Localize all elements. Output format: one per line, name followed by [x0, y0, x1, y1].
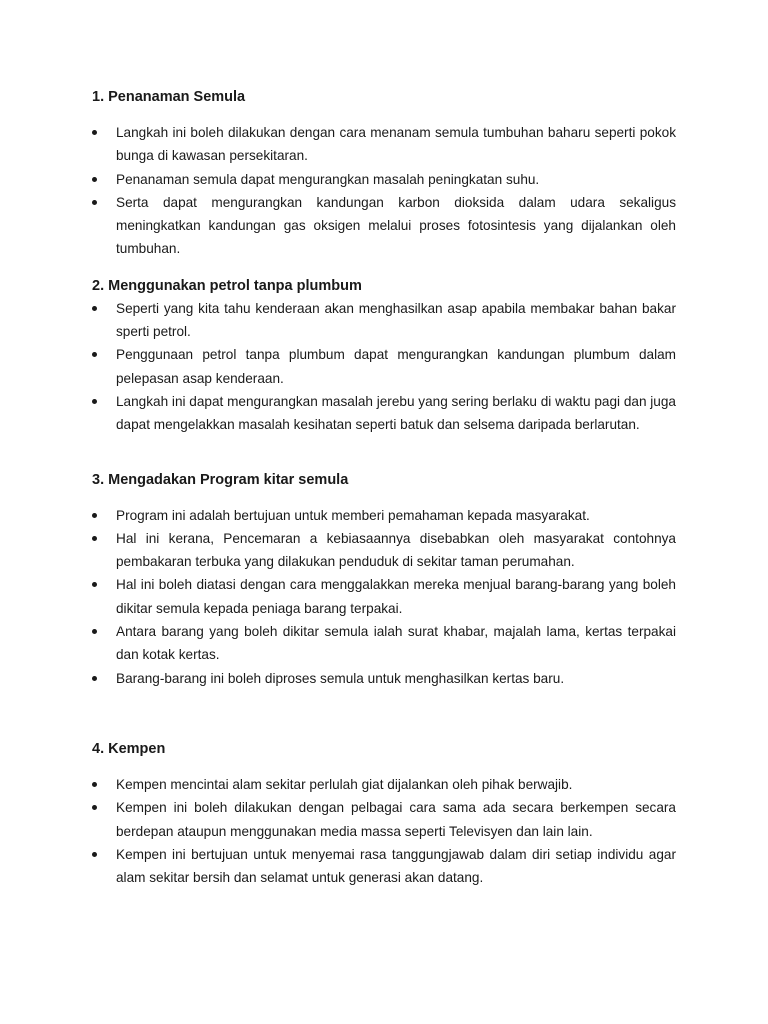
bullet-icon: [92, 177, 97, 182]
bullet-icon: [92, 805, 97, 810]
list-item: [92, 667, 676, 690]
list-item: [92, 121, 676, 168]
section-title: 1. Penanaman Semula: [92, 89, 246, 105]
list-item: [92, 390, 676, 437]
bullet-list: [92, 773, 676, 889]
list-item: [92, 527, 676, 574]
list-item: [92, 191, 676, 261]
section-program-kitar-semula: [92, 470, 676, 690]
section-kempen: [92, 739, 676, 889]
list-item: [92, 573, 676, 620]
list-item-text: Serta dapat mengurangkan kandungan karbon dioksida dalam udara sekaligus meningkatkan kandungan gas oksigen melalui proses fotosintesis yang dijalankan oleh tumbuhan.: [116, 194, 676, 257]
section-title: 3. Mengadakan Program kitar semula: [92, 471, 349, 488]
bullet-icon: [92, 352, 97, 357]
bullet-icon: [92, 399, 97, 404]
list-item-text: Langkah ini dapat mengurangkan masalah jerebu yang sering berlaku di waktu pagi dan juga dapat mengelakkan masalah kesihatan seperti batuk dan selsema daripada berlarutan.: [116, 393, 676, 433]
list-item-text: Kempen mencintai alam sekitar perlulah giat dijalankan oleh pihak berwajib.: [116, 776, 573, 792]
bullet-icon: [92, 130, 97, 135]
bullet-icon: [92, 676, 97, 681]
list-item: [92, 168, 676, 191]
list-item: [92, 343, 676, 390]
bullet-icon: [92, 852, 97, 857]
section-title: 4. Kempen: [92, 740, 166, 757]
bullet-list: [92, 297, 676, 437]
bullet-list: [92, 504, 676, 690]
list-item-text: Kempen ini boleh dilakukan dengan pelbagai cara sama ada secara berkempen secara berdepan ataupun menggunakan media massa seperti Televisyen dan lain lain.: [116, 800, 676, 839]
bullet-icon: [92, 782, 97, 787]
section-penanaman-semula: [92, 87, 676, 261]
bullet-icon: [92, 513, 97, 518]
list-item-text: Antara barang yang boleh dikitar semula ialah surat khabar, majalah lama, kertas terpakai dan kotak kertas.: [116, 624, 676, 663]
list-item-text: Hal ini kerana, Pencemaran a kebiasaannya disebabkan oleh masyarakat contohnya pembakaran terbuka yang dilakukan penduduk di sekitar taman perumahan.: [116, 530, 676, 570]
list-item: [92, 297, 676, 344]
list-item-text: Penanaman semula dapat mengurangkan masalah peningkatan suhu.: [116, 171, 540, 187]
list-item: [92, 504, 676, 527]
list-item: [92, 620, 676, 667]
list-item-text: Seperti yang kita tahu kenderaan akan menghasilkan asap apabila membakar bahan bakar sperti petrol.: [116, 300, 676, 340]
bullet-icon: [92, 629, 97, 634]
section-title: 2. Menggunakan petrol tanpa plumbum: [92, 277, 362, 294]
list-item: [92, 796, 676, 843]
document-page: [92, 78, 676, 889]
list-item: [92, 773, 676, 796]
bullet-list: [92, 121, 676, 261]
list-item-text: Program ini adalah bertujuan untuk memberi pemahaman kepada masyarakat.: [116, 507, 590, 523]
bullet-icon: [92, 306, 97, 311]
list-item-text: Kempen ini bertujuan untuk menyemai rasa tanggungjawab dalam diri setiap individu agar alam sekitar bersih dan selamat untuk generasi akan datang.: [116, 846, 676, 886]
list-item-text: Barang-barang ini boleh diproses semula untuk menghasilkan kertas baru.: [116, 670, 565, 686]
bullet-icon: [92, 200, 97, 205]
bullet-icon: [92, 582, 97, 587]
section-petrol-tanpa-plumbum: [92, 276, 676, 437]
list-item: [92, 843, 676, 890]
list-item-text: Langkah ini boleh dilakukan dengan cara menanam semula tumbuhan baharu seperti pokok bunga di kawasan persekitaran.: [116, 125, 676, 164]
list-item-text: Hal ini boleh diatasi dengan cara menggalakkan mereka menjual barang-barang yang boleh dikitar semula kepada peniaga barang terpakai.: [116, 577, 676, 616]
bullet-icon: [92, 536, 97, 541]
list-item-text: Penggunaan petrol tanpa plumbum dapat mengurangkan kandungan plumbum dalam pelepasan asap kenderaan.: [116, 347, 676, 386]
